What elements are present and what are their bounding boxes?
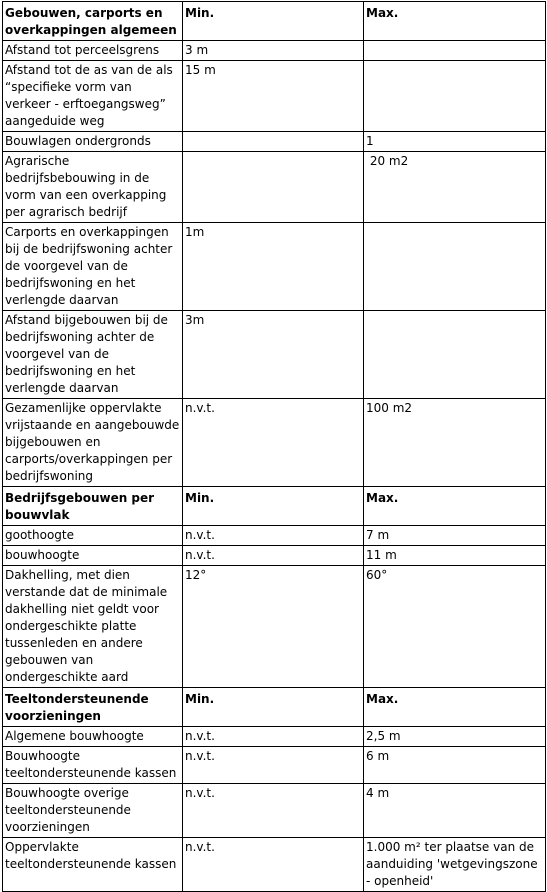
min-value: 3m: [183, 311, 364, 399]
row-label: Algemene bouwhoogte: [3, 727, 183, 747]
min-value: [183, 132, 364, 152]
max-value: 1: [364, 132, 546, 152]
row-label: Afstand tot perceelsgrens: [3, 41, 183, 61]
section-title: Teeltondersteunende voorzieningen: [3, 688, 183, 727]
row-label: bouwhoogte: [3, 546, 183, 566]
row-label: Dakhelling, met dien verstande dat de minimale dakhelling niet geldt voor ondergeschikte platte tussenleden en andere gebouwen van ondergeschikte aard: [3, 566, 183, 688]
max-value: [364, 41, 546, 61]
max-value: 100 m2: [364, 399, 546, 487]
max-value: [364, 311, 546, 399]
min-header: Min.: [183, 2, 364, 41]
min-value: n.v.t.: [183, 546, 364, 566]
min-value: 12°: [183, 566, 364, 688]
row-label: Bouwlagen ondergronds: [3, 132, 183, 152]
table-row: [3, 41, 546, 61]
table-row: [3, 546, 546, 566]
table-row: [3, 566, 546, 688]
max-header: Max.: [364, 487, 546, 526]
min-value: n.v.t.: [183, 784, 364, 838]
table-row: [3, 61, 546, 132]
row-label: Bouwhoogte overige teeltondersteunende voorzieningen: [3, 784, 183, 838]
table-row: [3, 784, 546, 838]
section-header-row: [3, 2, 546, 41]
table-row: [3, 223, 546, 311]
max-value: [364, 223, 546, 311]
min-value: 1m: [183, 223, 364, 311]
row-label: Afstand tot de as van de als “specifieke vorm van verkeer - erftoegangsweg” aangeduide weg: [3, 61, 183, 132]
table-row: [3, 311, 546, 399]
table-row: [3, 727, 546, 747]
max-value: 1.000 m² ter plaatse van de aanduiding 'wetgevingszone - openheid': [364, 838, 546, 892]
max-header: Max.: [364, 2, 546, 41]
section-title: Gebouwen, carports en overkappingen algemeen: [3, 2, 183, 41]
min-value: n.v.t.: [183, 747, 364, 784]
max-value: 2,5 m: [364, 727, 546, 747]
table-row: [3, 132, 546, 152]
max-value: 11 m: [364, 546, 546, 566]
min-value: 3 m: [183, 41, 364, 61]
max-value: 4 m: [364, 784, 546, 838]
min-header: Min.: [183, 688, 364, 727]
row-label: goothoogte: [3, 526, 183, 546]
regulations-table: [2, 1, 546, 892]
row-label: Gezamenlijke oppervlakte vrijstaande en aangebouwde bijgebouwen en carports/overkappingen per bedrijfswoning: [3, 399, 183, 487]
min-value: [183, 152, 364, 223]
table-row: [3, 838, 546, 892]
max-value: 7 m: [364, 526, 546, 546]
section-header-row: [3, 487, 546, 526]
row-label: Agrarische bedrijfsbebouwing in de vorm van een overkapping per agrarisch bedrijf: [3, 152, 183, 223]
table-row: [3, 152, 546, 223]
min-value: n.v.t.: [183, 838, 364, 892]
row-label: Carports en overkappingen bij de bedrijfswoning achter de voorgevel van de bedrijfswoning en het verlengde daarvan: [3, 223, 183, 311]
section-title: Bedrijfsgebouwen per bouwvlak: [3, 487, 183, 526]
row-label: Oppervlakte teeltondersteunende kassen: [3, 838, 183, 892]
max-value: [364, 61, 546, 132]
row-label: Afstand bijgebouwen bij de bedrijfswoning achter de voorgevel van de bedrijfswoning en het verlengde daarvan: [3, 311, 183, 399]
min-value: n.v.t.: [183, 526, 364, 546]
min-value: n.v.t.: [183, 399, 364, 487]
min-value: n.v.t.: [183, 727, 364, 747]
section-header-row: [3, 688, 546, 727]
max-value: 20 m2: [364, 152, 546, 223]
max-header: Max.: [364, 688, 546, 727]
min-value: 15 m: [183, 61, 364, 132]
table-row: [3, 399, 546, 487]
row-label: Bouwhoogte teeltondersteunende kassen: [3, 747, 183, 784]
max-value: 6 m: [364, 747, 546, 784]
table-row: [3, 747, 546, 784]
table-row: [3, 526, 546, 546]
max-value: 60°: [364, 566, 546, 688]
min-header: Min.: [183, 487, 364, 526]
